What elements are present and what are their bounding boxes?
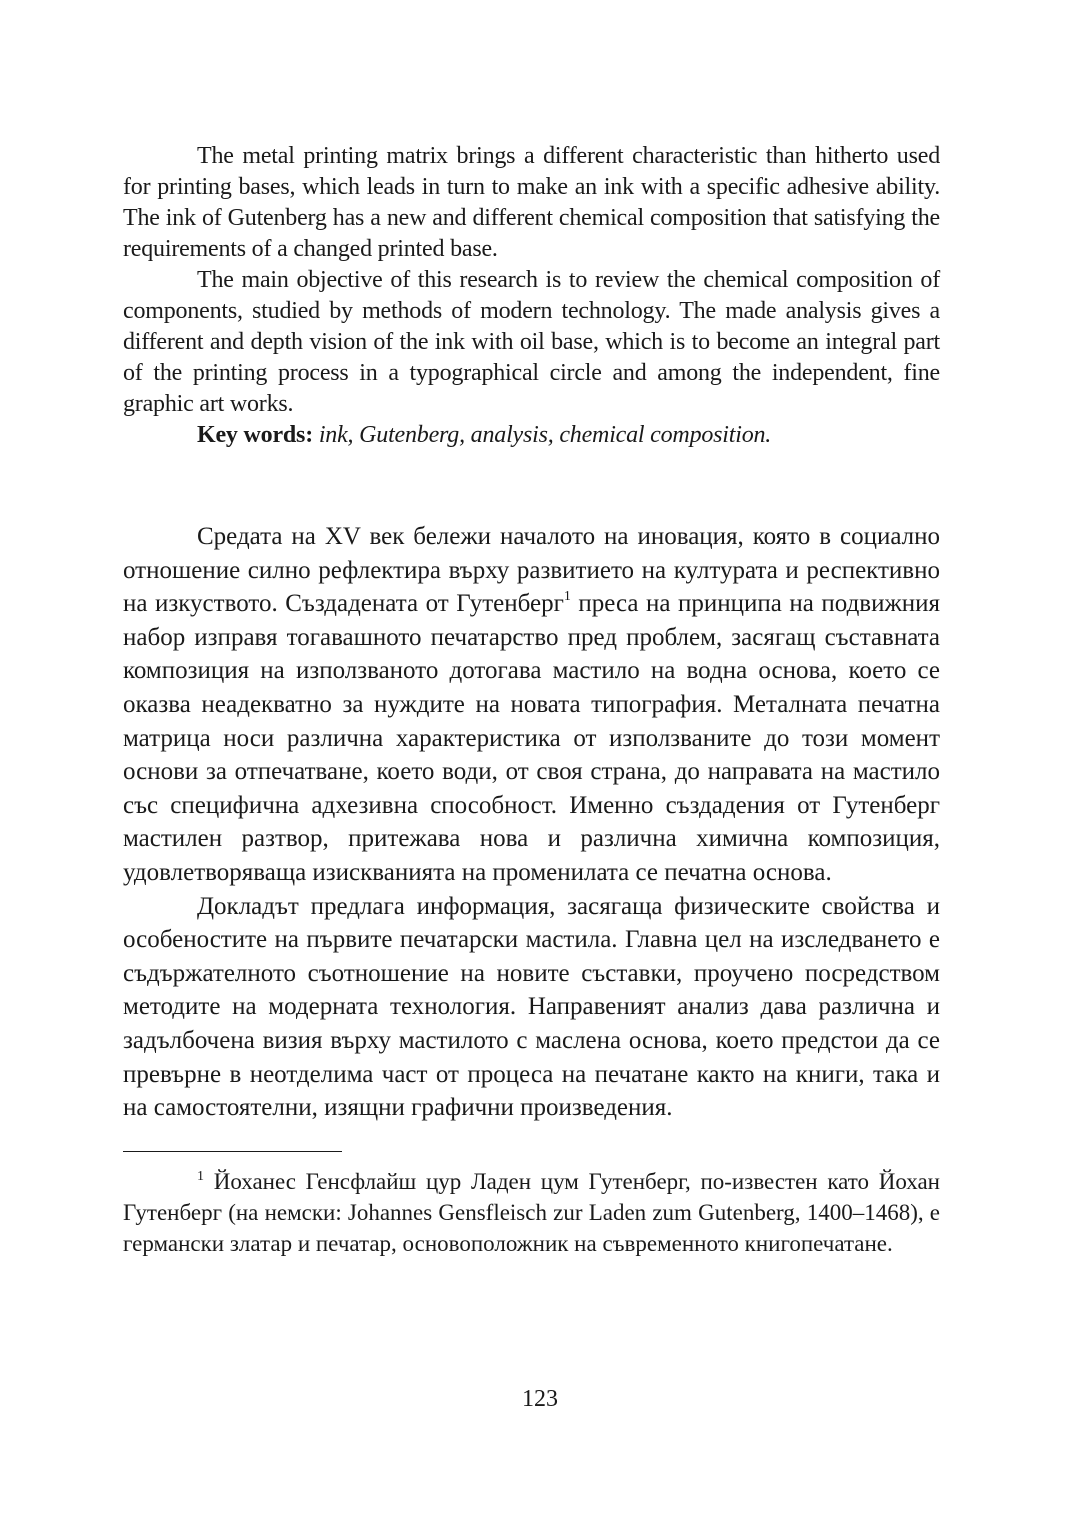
footnote-mark: 1 [197, 1168, 204, 1184]
footnote-reference: 1 [563, 589, 571, 605]
abstract-paragraph-1: The metal printing matrix brings a different characteristic than hitherto used for printing bases, which leads in turn to make an ink with a specific adhesive ability. The ink of Gutenberg has a new and different chemical composition that satisfying the requirements of a changed printed base. [123, 143, 940, 262]
bulgarian-main-text [123, 520, 940, 1125]
body-paragraph-1-part-1: Средата на XV век бележи началото на иновация, която в социално отношение силно рефлектира върху развитието на културата и респективно на изкуството. Създадената от Гутенберг [123, 523, 940, 618]
footnote-text [123, 1166, 940, 1259]
body-paragraph-1-part-2: преса на принципа на подвижния набор изправя тогавашното печатарство пред проблем, засягащ съставната композиция на използваното дотогава мастило на водна основа, което се оказва неадекватно за нуждите на новата типография. Металната печатна матрица носи различна характеристика от използваните до този момент основи за отпечатване, което води, от своя страна, до направата на мастило със специфична адхезивна способност. Именно създадения от Гутенберг мастилен разтвор, притежава нова и различна химична композиция, удовлетворяваща изискванията на променилата се печатна основа. [123, 590, 940, 886]
keywords-text: ink, Gutenberg, analysis, chemical composition. [318, 422, 772, 448]
page-content [123, 141, 940, 1259]
body-paragraph-1 [123, 520, 940, 890]
keywords-label: Key words: [197, 422, 313, 448]
abstract-paragraph-2: The main objective of this research is to review the chemical composition of components, studied by methods of modern technology. The made analysis gives a different and depth vision of the ink with oil base, which is to become an integral part of the printing process in a typographical circle and among the independent, fine graphic art works. [123, 267, 940, 417]
footnote-separator [123, 1151, 342, 1152]
keywords-line [123, 420, 940, 451]
body-paragraph-2: Докладът предлага информация, засягаща физическите свойства и особеностите на първите печатарски мастила. Главна цел на изследването е съдържателното съотношение на новите съставки, проучено посредством методите на модерната технология. Направеният анализ дава различна и задълбочена визия върху мастилото с маслена основа, което предстои да се превърне в неотделима част от процеса на печатане както на книги, така и на самостоятелни, изящни графични произведения. [123, 892, 940, 1122]
footnote-body: Йоханес Генсфлайш цур Ладен цум Гутенберг, по-известен като Йохан Гутенберг (на немски: Johannes Gensfleisch zur Laden zum Gutenberg, 1400–1468), е германски златар и печатар, основоположник на съвременното книгопечатане. [123, 1168, 940, 1256]
english-abstract [123, 141, 940, 451]
footnote [123, 1166, 940, 1259]
page-number: 123 [522, 1386, 558, 1412]
